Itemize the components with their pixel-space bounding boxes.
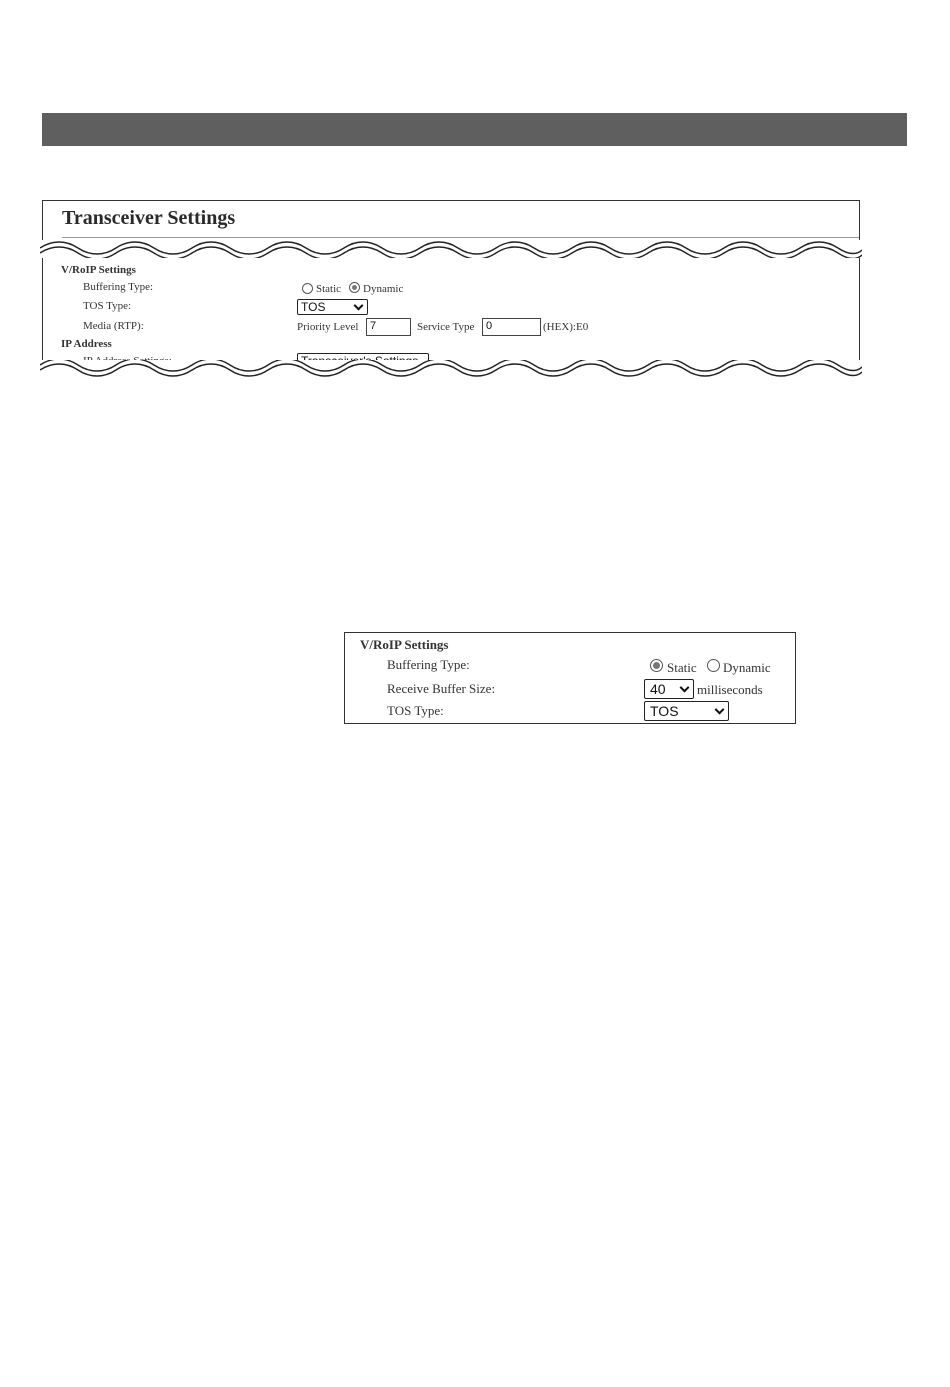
vroip-settings-screenshot (344, 632, 796, 724)
receive-buffer-size-label: Receive Buffer Size: (387, 681, 496, 696)
tos-type-label: TOS Type: (387, 703, 444, 718)
priority-level-label: Priority Level (297, 321, 359, 333)
dynamic-option-label: Dynamic (723, 660, 771, 675)
priority-level-input[interactable]: 7 (366, 318, 411, 336)
tos-type-value: TOS (301, 300, 326, 314)
torn-edge-bottom (40, 360, 862, 378)
buffering-type-label: Buffering Type: (83, 281, 154, 293)
vroip-settings-heading: V/RoIP Settings (360, 637, 449, 652)
receive-buffer-size-value: 40 (650, 681, 666, 697)
service-type-label: Service Type (417, 321, 475, 333)
static-option-label: Static (316, 283, 342, 295)
vroip-settings-heading: V/RoIP Settings (61, 264, 136, 276)
hex-value-label: (HEX):E0 (543, 321, 589, 333)
milliseconds-unit-label: milliseconds (697, 682, 763, 697)
tos-type-select[interactable] (644, 701, 729, 721)
chevron-down-icon (354, 301, 364, 311)
chevron-down-icon (680, 683, 690, 693)
static-option-label: Static (667, 660, 697, 675)
title-divider (62, 237, 859, 238)
dynamic-radio[interactable] (349, 282, 360, 293)
dynamic-option-label: Dynamic (363, 283, 404, 295)
buffering-type-label: Buffering Type: (387, 657, 470, 672)
tos-type-label: TOS Type: (83, 300, 132, 312)
tos-type-select[interactable] (297, 299, 368, 315)
transceiver-settings-screenshot (42, 200, 860, 378)
settings-body-panel (42, 254, 860, 374)
torn-edge-top (40, 240, 862, 258)
service-type-input[interactable]: 0 (482, 318, 541, 336)
page-title: Transceiver Settings (62, 207, 236, 229)
ip-address-heading: IP Address (61, 338, 112, 350)
media-rtp-label: Media (RTP): (83, 320, 144, 332)
static-radio[interactable] (302, 283, 313, 294)
static-radio[interactable] (650, 659, 663, 672)
dynamic-radio[interactable] (707, 659, 720, 672)
chevron-down-icon (715, 705, 725, 715)
tos-type-value: TOS (650, 703, 679, 719)
section-header-bar (42, 113, 907, 146)
receive-buffer-size-select[interactable] (644, 679, 694, 699)
